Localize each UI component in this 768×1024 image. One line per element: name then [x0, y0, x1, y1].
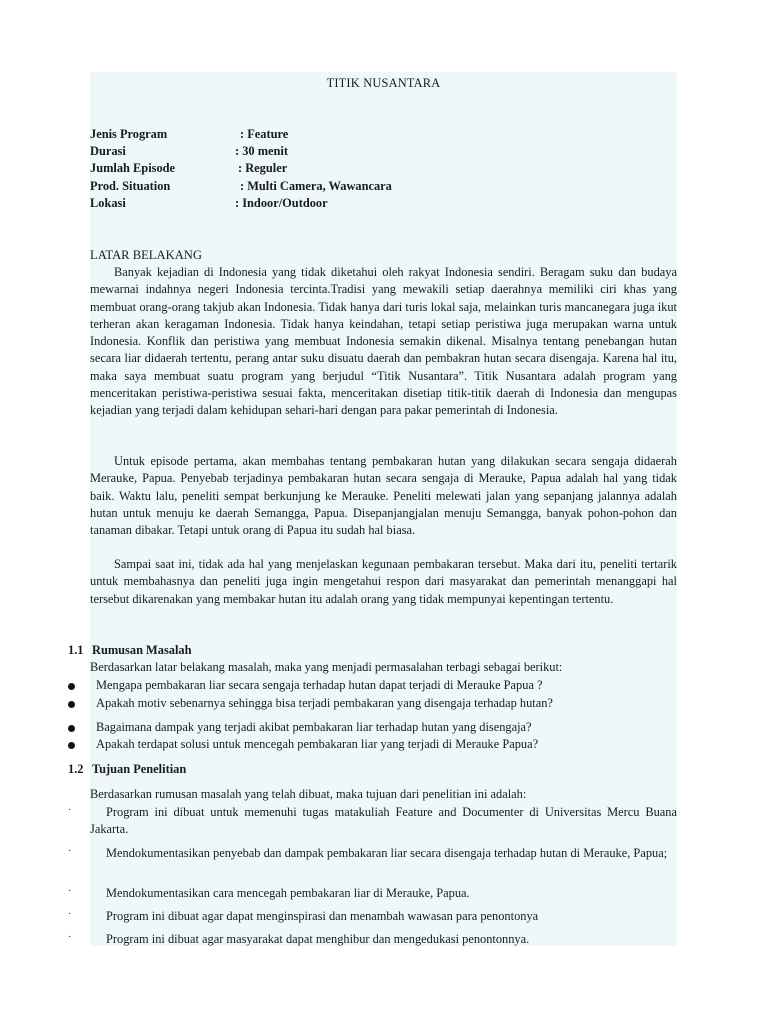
meta-key: Jumlah Episode [90, 161, 176, 176]
paragraph [90, 453, 677, 539]
bullet-icon: · [68, 932, 72, 943]
meta-key: Lokasi [90, 195, 126, 210]
section-heading-background: LATAR BELAKANG [90, 248, 202, 262]
section-heading-1-2 [68, 761, 186, 778]
list-item-label: Program ini dibuat agar masyarakat dapat menghibur dan mengedukasi penontonnya. [106, 932, 530, 946]
list-item-text [90, 885, 677, 902]
bullet-icon: · [68, 846, 72, 857]
bullet-icon [68, 725, 75, 732]
meta-value: : Multi Camera, Wawancara [240, 178, 392, 193]
bullet-icon: · [68, 886, 72, 897]
paragraph [90, 556, 677, 608]
bullet-icon: · [68, 805, 72, 816]
list-item-label: Mendokumentasikan cara mencegah pembakaran liar di Merauke, Papua. [106, 886, 470, 900]
paragraph-text: Sampai saat ini, tidak ada hal yang menjelaskan kegunaan pembakaran tersebut. Maka dari itu, peneliti tertarik untuk membahasnya dan peneliti juga ingin mengetahui respon dari masyarakat dan pemerintah menanggapi hal tersebut dikarenakan yang membakar hutan itu adalah orang yang tidak mempunyai kepentingan tertentu. [90, 557, 677, 606]
section-title: Tujuan Penelitian [92, 762, 187, 776]
section-title: Rumusan Masalah [92, 643, 192, 657]
list-item-text [90, 804, 677, 839]
paragraph-text: Untuk episode pertama, akan membahas tentang pembakaran hutan yang dilakukan secara sengaja didaerah Merauke, Papua. Penyebab terjadinya pembakaran hutan secara sengaja di Merauke, Papua adalah hal yang tidak baik. Waktu lalu, peneliti sempat berkunjung ke Merauke. Peneliti melewati jalan yang sepanjang jalannya adalah hutan untuk menuju ke daerah Semangga, Papua. Disepanjangjalan menuju Semangga, banyak pohon-pohon dan tanaman dibakar. Tetapi untuk orang di Papua itu sudah hal biasa. [90, 454, 677, 538]
meta-value: : Feature [240, 127, 289, 141]
section-intro: Berdasarkan rumusan masalah yang telah dibuat, maka tujuan dari penelitian ini adalah: [90, 787, 527, 801]
bullet-icon: · [68, 909, 72, 920]
section-number: 1.1 [68, 643, 84, 657]
list-item-text: Mengapa pembakaran liar secara sengaja terhadap hutan dapat terjadi di Merauke Papua ? [96, 678, 543, 692]
section-intro: Berdasarkan latar belakang masalah, maka yang menjadi permasalahan terbagi sebagai berikut: [90, 660, 563, 674]
list-item-text: Apakah motiv sebenarnya sehingga bisa terjadi pembakaran yang disengaja terhadap hutan? [96, 696, 553, 710]
list-item-text [90, 908, 677, 925]
list-item-label: Mendokumentasikan penyebab dan dampak pembakaran liar secara disengaja terhadap hutan di Merauke, Papua; [106, 846, 668, 860]
bullet-icon [68, 683, 75, 690]
meta-key: Durasi [90, 144, 126, 159]
list-item-text: Bagaimana dampak yang terjadi akibat pembakaran liar terhadap hutan yang disengaja? [96, 720, 532, 734]
document-title: TITIK NUSANTARA [326, 76, 441, 90]
section-number: 1.2 [68, 762, 84, 776]
list-item-text [90, 931, 677, 948]
list-item-label: Program ini dibuat agar dapat menginspirasi dan menambah wawasan para penontonya [106, 909, 539, 923]
paragraph-text: Banyak kejadian di Indonesia yang tidak diketahui oleh rakyat Indonesia sendiri. Beragam suku dan budaya mewarnai indahnya negeri Indonesia tercinta.Tradisi yang mewakili setiap daerahnya memiliki ciri khas yang membuat orang-orang takjub akan Indonesia. Tidak hanya dari turis lokal saja, melainkan turis mancanegara juga ikut terheran akan keragaman Indonesia. Tidak hanya keindahan, tetapi setiap peristiwa juga merupakan warna untuk Indonesia. Konflik dan peristiwa yang membuat Indonesia semakin dikenal. Misalnya tentang penebangan hutan secara liar didaerah tertentu, perang antar suku disuatu daerah dan pembakran hutan secara disengaja. Karena hal itu, maka saya membuat suatu program yang berjudul “Titik Nusantara”. Titik Nusantara adalah program yang menceritakan peristiwa-peristiwa sesuai fakta, menceritakan disetiap titik-titik daerah di Indonesia dan mengupas kejadian yang terjadi dalam kehidupan sehari-hari dengan para pakar pemerintah di Indonesia. [90, 265, 677, 418]
section-heading-1-1 [68, 642, 192, 659]
meta-value: : Reguler [238, 161, 288, 176]
list-item-label: Program ini dibuat untuk memenuhi tugas matakuliah Feature and Documenter di Universitas Mercu Buana Jakarta. [90, 805, 677, 837]
meta-key: Prod. Situation [90, 178, 171, 193]
bullet-icon [68, 701, 75, 708]
meta-key: Jenis Program [90, 127, 168, 141]
paragraph [90, 264, 677, 420]
list-item-text: Apakah terdapat solusi untuk mencegah pembakaran liar yang terjadi di Merauke Papua? [96, 737, 539, 751]
bullet-icon [68, 742, 75, 749]
list-item-text [90, 845, 677, 862]
meta-value: : 30 menit [235, 144, 288, 159]
meta-value: : Indoor/Outdoor [235, 195, 328, 210]
